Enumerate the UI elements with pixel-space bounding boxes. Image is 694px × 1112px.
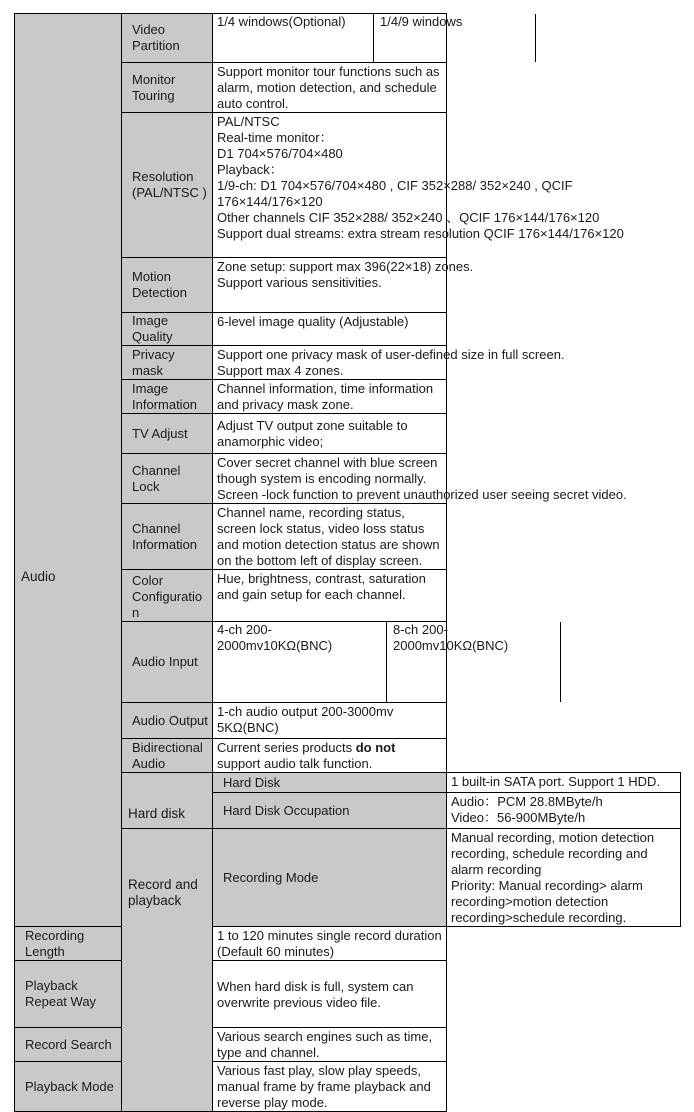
value-playback-mode: Various fast play, slow play speeds, manual frame by frame playback and reverse play mode. [213, 1062, 447, 1112]
table-row [15, 961, 681, 1028]
value-monitor-touring: Support monitor tour functions such as alarm, motion detection, and schedule auto control. [213, 63, 447, 113]
resolution-line: Playback： [217, 162, 283, 177]
value-record-search: Various search engines such as time, type and channel. [213, 1028, 447, 1062]
motion-detection-line: Zone setup: support max 396(22×18) zones. [217, 259, 474, 274]
resolution-line: PAL/NTSC [217, 114, 280, 129]
value-motion-detection [213, 258, 474, 313]
privacy-mask-line: Support max 4 zones. [217, 363, 344, 378]
value-recording-mode [447, 829, 681, 927]
value-channel-lock [213, 454, 627, 504]
feature-record-search: Record Search [15, 1028, 122, 1062]
category-label: Audio [21, 569, 56, 584]
value-bidirectional-audio [213, 739, 447, 773]
category-audio [15, 14, 122, 927]
resolution-line: D1 704×576/704×480 [217, 146, 343, 161]
resolution-line: Support dual streams: extra stream resolution QCIF 176×144/176×120 [217, 226, 624, 241]
resolution-line: 176×144/176×120 [217, 194, 323, 209]
privacy-mask-line: Support one privacy mask of user-defined size in full screen. [217, 347, 565, 362]
feature-bidirectional-audio: Bidirectional Audio [122, 739, 213, 773]
hard-disk-occupation-line: Video：56-900MByte/h [451, 810, 586, 825]
value-resolution [213, 113, 624, 258]
table-row [15, 1028, 681, 1062]
channel-lock-line: Cover secret channel with blue screen though system is encoding normally. [217, 455, 438, 486]
feature-channel-information: Channel Information [122, 504, 213, 570]
category-record-playback [122, 829, 213, 1112]
value-privacy-mask [213, 346, 565, 380]
bidirectional-audio-text: support audio talk function. [217, 756, 373, 771]
value-color-configuration: Hue, brightness, contrast, saturation and gain setup for each channel. [213, 570, 447, 622]
hard-disk-occupation-line: Audio：PCM 28.8MByte/h [451, 794, 603, 809]
resolution-line: Other channels CIF 352×288/ 352×240 、QCIF 176×144/176×120 [217, 210, 600, 225]
value-image-quality: 6-level image quality (Adjustable) [213, 313, 447, 346]
table-row [15, 927, 681, 961]
feature-tv-adjust: TV Adjust [122, 414, 213, 454]
value-video-partition [213, 14, 463, 63]
feature-image-information: Image Information [122, 380, 213, 414]
feature-playback-mode: Playback Mode [15, 1062, 122, 1112]
resolution-line: 1/9-ch: D1 704×576/704×480 , CIF 352×288/ 352×240 , QCIF [217, 178, 573, 193]
feature-monitor-touring: Monitor Touring [122, 63, 213, 113]
feature-privacy-mask: Privacy mask [122, 346, 213, 380]
table-row [15, 1062, 681, 1112]
feature-image-quality: Image Quality [122, 313, 213, 346]
feature-color-configuration [122, 570, 213, 622]
spec-table [14, 13, 681, 1112]
bidirectional-audio-emphasis: do not [355, 740, 396, 755]
value-playback-repeat-way: When hard disk is full, system can overwrite previous video file. [213, 961, 447, 1028]
feature-recording-mode: Recording Mode [213, 829, 447, 927]
channel-lock-line: Screen -lock function to prevent unauthorized user seeing secret video. [217, 487, 627, 502]
feature-motion-detection: Motion Detection [122, 258, 213, 313]
value-audio-input [213, 622, 509, 703]
feature-audio-output: Audio Output [122, 703, 213, 739]
feature-hard-disk-occupation: Hard Disk Occupation [213, 793, 447, 829]
category-label: Hard disk [128, 806, 186, 821]
video-partition-option: 1/4/9 windows [374, 14, 536, 62]
audio-input-option: 4-ch 200-2000mv10KΩ(BNC) [213, 622, 387, 702]
value-hard-disk-occupation [447, 793, 681, 829]
category-label: Record and playback [128, 877, 198, 908]
bidirectional-audio-text: Current series products [217, 740, 356, 755]
value-image-information: Channel information, time information and privacy mask zone. [213, 380, 447, 414]
feature-hard-disk: Hard Disk [213, 773, 447, 793]
feature-resolution: Resolution (PAL/NTSC ) [122, 113, 213, 258]
recording-mode-line: Manual recording, motion detection recording, schedule recording and alarm recording [451, 830, 655, 877]
value-audio-output: 1-ch audio output 200-3000mv 5KΩ(BNC) [213, 703, 447, 739]
feature-video-partition: Video Partition [122, 14, 213, 63]
video-partition-option: 1/4 windows(Optional) [213, 14, 374, 62]
audio-input-option: 8-ch 200-2000mv10KΩ(BNC) [387, 622, 561, 702]
feature-label: Color Configuratio n [132, 573, 203, 620]
feature-playback-repeat-way: Playback Repeat Way [15, 961, 122, 1028]
feature-recording-length: Recording Length [15, 927, 122, 961]
category-hard-disk [122, 773, 213, 829]
motion-detection-line: Support various sensitivities. [217, 275, 382, 290]
table-row [15, 14, 681, 63]
recording-mode-line: Priority: Manual recording> alarm recording>motion detection recording>schedule recording. [451, 878, 643, 925]
value-tv-adjust: Adjust TV output zone suitable to anamorphic video; [213, 414, 447, 454]
feature-channel-lock: Channel Lock [122, 454, 213, 504]
feature-audio-input: Audio Input [122, 622, 213, 703]
value-channel-information: Channel name, recording status, screen lock status, video loss status and motion detection status are shown on the bottom left of display screen. [213, 504, 447, 570]
value-recording-length: 1 to 120 minutes single record duration (Default 60 minutes) [213, 927, 447, 961]
resolution-line: Real-time monitor： [217, 130, 333, 145]
value-hard-disk: 1 built-in SATA port. Support 1 HDD. [447, 773, 681, 793]
